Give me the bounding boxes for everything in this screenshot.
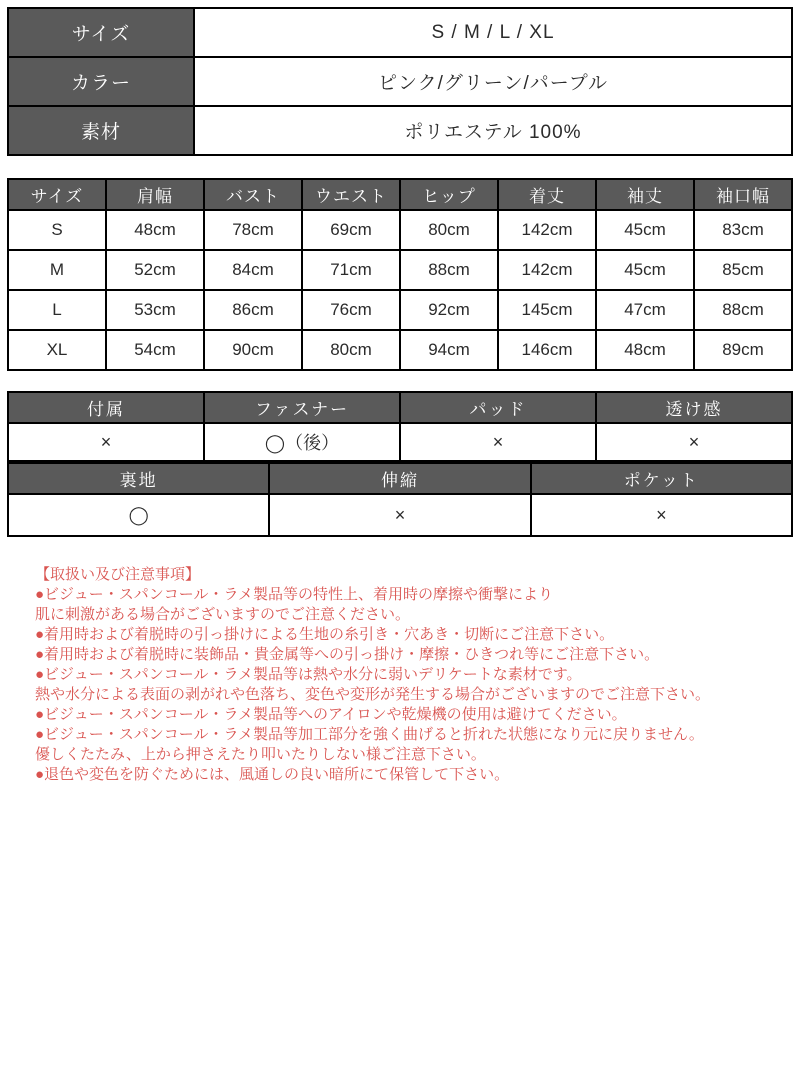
cell: 47cm xyxy=(596,290,694,330)
features1-header-row xyxy=(8,392,792,423)
cell: 48cm xyxy=(106,210,204,250)
cell: 90cm xyxy=(204,330,302,370)
fastener-header: ファスナー xyxy=(204,392,400,423)
cell: 142cm xyxy=(498,250,596,290)
cell: XL xyxy=(8,330,106,370)
care-note-line: ●着用時および着脱時に装飾品・貴金属等への引っ掛け・摩擦・ひきつれ等にご注意下さい。 xyxy=(35,646,660,663)
lining-value: ◯ xyxy=(8,494,269,536)
cell: 76cm xyxy=(302,290,400,330)
info-row-color xyxy=(8,57,792,106)
care-note-line: ●ビジュー・スパンコール・ラメ製品等加工部分を強く曲げると折れた状態になり元に戻りません。 xyxy=(35,726,704,743)
info-label-color: カラー xyxy=(8,57,194,106)
cell: 92cm xyxy=(400,290,498,330)
size-row-s xyxy=(8,210,792,250)
sheerness-header: 透け感 xyxy=(596,392,792,423)
features-table-secondary xyxy=(7,462,793,537)
info-value-material: ポリエステル 100% xyxy=(194,106,792,155)
size-row-m xyxy=(8,250,792,290)
cell: 86cm xyxy=(204,290,302,330)
cell: 94cm xyxy=(400,330,498,370)
care-note-line: ●ビジュー・スパンコール・ラメ製品等へのアイロンや乾燥機の使用は避けてください。 xyxy=(35,706,627,723)
bust-col-header: バスト xyxy=(204,179,302,210)
accessories-header: 付属 xyxy=(8,392,204,423)
care-note-line: ●ビジュー・スパンコール・ラメ製品等の特性上、着用時の摩擦や衝撃により xyxy=(35,586,554,603)
cell: 89cm xyxy=(694,330,792,370)
cuff-col-header: 袖口幅 xyxy=(694,179,792,210)
cell: 146cm xyxy=(498,330,596,370)
care-note-line: 優しくたたみ、上から押さえたり叩いたりしない様ご注意下さい。 xyxy=(35,746,486,763)
accessories-value: × xyxy=(8,423,204,461)
cell: M xyxy=(8,250,106,290)
care-note-line: 熱や水分による表面の剥がれや色落ち、変色や変形が発生する場合がございますのでご注意下さい。 xyxy=(35,686,711,703)
cell: 88cm xyxy=(694,290,792,330)
info-row-material xyxy=(8,106,792,155)
cell: 80cm xyxy=(400,210,498,250)
features2-header-row xyxy=(8,463,792,494)
cell: 142cm xyxy=(498,210,596,250)
size-table-header-row xyxy=(8,179,792,210)
cell: 54cm xyxy=(106,330,204,370)
care-note-line: 肌に刺激がある場合がございますのでご注意ください。 xyxy=(35,606,411,623)
cell: 53cm xyxy=(106,290,204,330)
fastener-value: ◯（後） xyxy=(204,423,400,461)
info-row-size xyxy=(8,8,792,57)
care-note-line: ●ビジュー・スパンコール・ラメ製品等は熱や水分に弱いデリケートな素材です。 xyxy=(35,666,582,683)
pad-value: × xyxy=(400,423,596,461)
cell: 84cm xyxy=(204,250,302,290)
cell: 48cm xyxy=(596,330,694,370)
info-value-size: S / M / L / XL xyxy=(194,8,792,57)
shoulder-col-header: 肩幅 xyxy=(106,179,204,210)
pocket-header: ポケット xyxy=(531,463,792,494)
features-table-primary xyxy=(7,391,793,462)
sheerness-value: × xyxy=(596,423,792,461)
cell: 69cm xyxy=(302,210,400,250)
info-label-size: サイズ xyxy=(8,8,194,57)
cell: 145cm xyxy=(498,290,596,330)
cell: 78cm xyxy=(204,210,302,250)
stretch-header: 伸縮 xyxy=(269,463,530,494)
size-col-header: サイズ xyxy=(8,179,106,210)
size-row-xl xyxy=(8,330,792,370)
cell: 45cm xyxy=(596,250,694,290)
product-info-table xyxy=(7,7,793,156)
size-row-l xyxy=(8,290,792,330)
cell: 88cm xyxy=(400,250,498,290)
sleeve-col-header: 袖丈 xyxy=(596,179,694,210)
care-note-line: ●退色や変色を防ぐためには、風通しの良い暗所にて保管して下さい。 xyxy=(35,766,510,783)
care-notes-title: 【取扱い及び注意事項】 xyxy=(35,566,201,583)
length-col-header: 着丈 xyxy=(498,179,596,210)
features2-value-row xyxy=(8,494,792,536)
features1-value-row xyxy=(8,423,792,461)
care-notes-section xyxy=(7,565,793,785)
care-note-line: ●着用時および着脱時の引っ掛けによる生地の糸引き・穴あき・切断にご注意下さい。 xyxy=(35,626,615,643)
pocket-value: × xyxy=(531,494,792,536)
cell: 85cm xyxy=(694,250,792,290)
info-value-color: ピンク/グリーン/パープル xyxy=(194,57,792,106)
cell: 52cm xyxy=(106,250,204,290)
hip-col-header: ヒップ xyxy=(400,179,498,210)
stretch-value: × xyxy=(269,494,530,536)
cell: 80cm xyxy=(302,330,400,370)
size-measurements-table xyxy=(7,178,793,371)
pad-header: パッド xyxy=(400,392,596,423)
cell: 45cm xyxy=(596,210,694,250)
lining-header: 裏地 xyxy=(8,463,269,494)
cell: 71cm xyxy=(302,250,400,290)
cell: S xyxy=(8,210,106,250)
cell: L xyxy=(8,290,106,330)
cell: 83cm xyxy=(694,210,792,250)
info-label-material: 素材 xyxy=(8,106,194,155)
waist-col-header: ウエスト xyxy=(302,179,400,210)
